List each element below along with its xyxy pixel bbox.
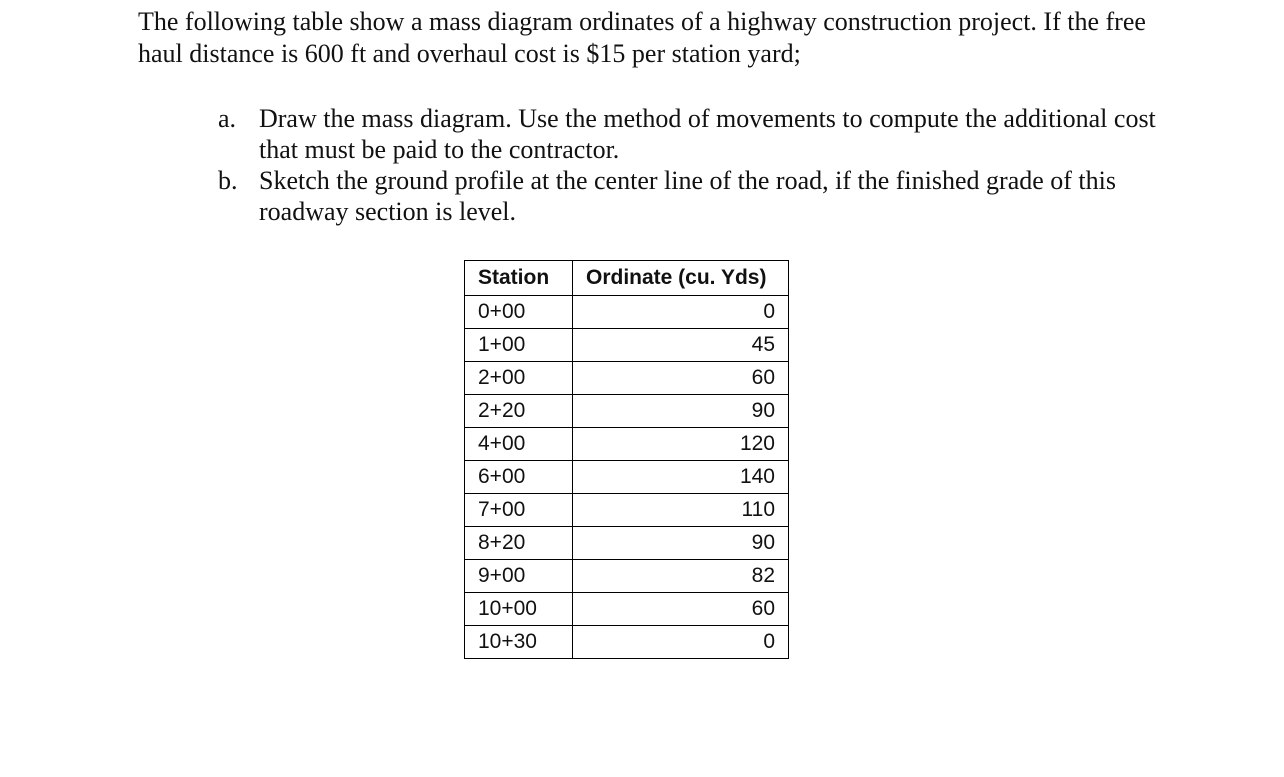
table-row — [465, 428, 789, 461]
ordinate-cell: 140 — [573, 461, 789, 494]
station-cell: 10+30 — [465, 626, 573, 659]
question-text: Draw the mass diagram. Use the method of movements to compute the additional cost that must be paid to the contractor. — [259, 104, 1156, 164]
table-row — [465, 527, 789, 560]
ordinate-cell: 90 — [573, 527, 789, 560]
station-cell: 9+00 — [465, 560, 573, 593]
ordinate-cell: 120 — [573, 428, 789, 461]
station-cell: 7+00 — [465, 494, 573, 527]
table-row — [465, 560, 789, 593]
question-marker: a. — [218, 104, 237, 133]
station-cell: 6+00 — [465, 461, 573, 494]
station-cell: 1+00 — [465, 329, 573, 362]
station-cell: 2+20 — [465, 395, 573, 428]
ordinate-cell: 110 — [573, 494, 789, 527]
station-cell: 0+00 — [465, 296, 573, 329]
table-header-row — [465, 261, 789, 296]
table-row — [465, 296, 789, 329]
ordinate-cell: 60 — [573, 362, 789, 395]
table-row — [465, 626, 789, 659]
question-text: Sketch the ground profile at the center line of the road, if the finished grade of this roadway section is level. — [259, 166, 1116, 226]
station-cell: 2+00 — [465, 362, 573, 395]
ordinate-cell: 60 — [573, 593, 789, 626]
ordinate-cell: 45 — [573, 329, 789, 362]
table-row — [465, 395, 789, 428]
ordinate-cell: 0 — [573, 296, 789, 329]
table-row — [465, 329, 789, 362]
ordinate-cell: 82 — [573, 560, 789, 593]
station-cell: 4+00 — [465, 428, 573, 461]
question-marker: b. — [218, 166, 238, 195]
ordinate-column-header: Ordinate (cu. Yds) — [573, 261, 789, 296]
table-row — [465, 461, 789, 494]
question-list — [138, 103, 1178, 227]
station-cell: 10+00 — [465, 593, 573, 626]
table-row — [465, 362, 789, 395]
station-cell: 8+20 — [465, 527, 573, 560]
ordinate-cell: 90 — [573, 395, 789, 428]
question-a — [138, 103, 1178, 165]
table-row — [465, 593, 789, 626]
ordinate-cell: 0 — [573, 626, 789, 659]
table-row — [465, 494, 789, 527]
mass-ordinate-table — [464, 260, 789, 659]
station-column-header: Station — [465, 261, 573, 296]
problem-statement: The following table show a mass diagram ordinates of a highway construction project. If the free haul distance is 600 ft and overhaul cost is $15 per station yard; — [138, 7, 1146, 68]
question-b — [138, 165, 1178, 227]
